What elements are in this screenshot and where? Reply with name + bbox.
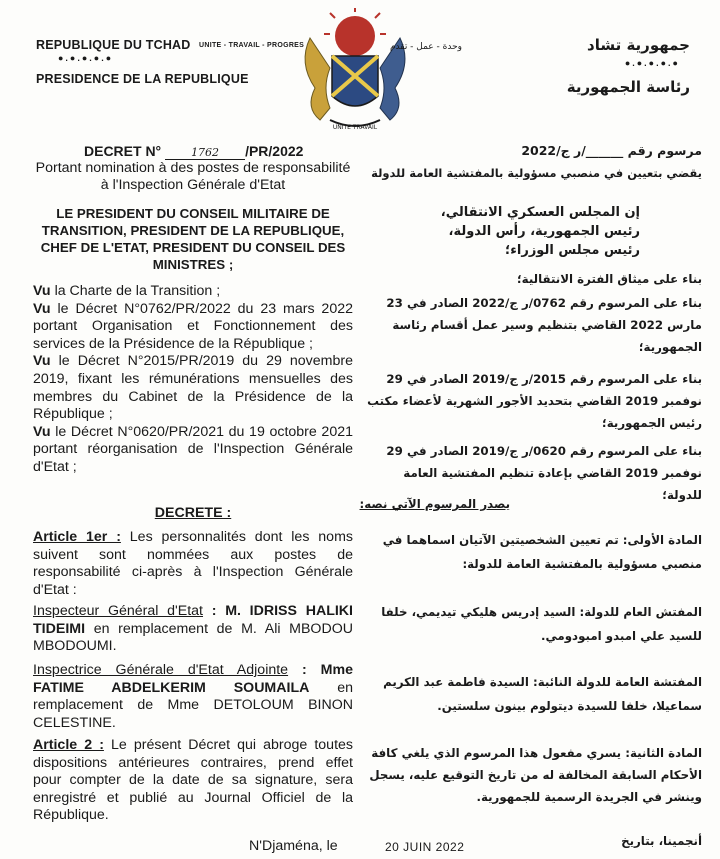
header-fr-motto: UNITE - TRAVAIL - PROGRES [199, 42, 305, 49]
header-ar-republic: جمهورية تشاد [587, 36, 690, 54]
visa-2: Vu le Décret N°0762/PR/2022 du 23 mars 2022 portant Organisation et Fonctionnement des services de la Présidence de la République ; [33, 300, 353, 352]
article-1-label: Article 1er : [33, 529, 121, 545]
article-1-ar: المادة الأولى: تم تعيين الشخصيتين الآتيان اسماهما في منصبي مسؤولية بالمفتشية العامة للدولة: [382, 533, 702, 571]
visa-1: Vu la Charte de la Transition ; [33, 283, 221, 299]
decree-subject-ar: يقضي بتعيين في منصبي مسؤولية بالمفتشية العامة للدولة [371, 166, 702, 180]
decree-title-ar: مرسوم رقم ______/ر ج/2022 [521, 143, 702, 158]
visas-fr [33, 283, 353, 477]
decrete-ar: يصدر المرسوم الآتي نصه: [359, 497, 510, 511]
post-1-name: : M. IDRISS HALIKI TIDEIMI [33, 603, 353, 637]
decree-number: 1762 [165, 146, 245, 160]
emblem-motto: UNITE TRAVAIL [332, 124, 378, 131]
article-2-text: Le présent Décret qui abroge toutes dispositions antérieures contraires, prend effet pour compter de la date de sa signature, sera enregistré et publié au Journal Officiel de la République. [33, 737, 354, 824]
post-1-ar: المفتش العام للدولة: السيد إدريس هليكي تيديمي، خلفا للسيد علي امبدو امبودومي. [381, 605, 702, 643]
visa-4: Vu le Décret N°0620/PR/2021 du 19 octobre 2021 portant réorganisation de l'Inspection Générale d'Etat ; [33, 423, 353, 475]
header-fr-presidency: PRESIDENCE DE LA REPUBLIQUE [36, 72, 249, 86]
post-2-text: en remplacement de Mme DETOLOUM BINON CELESTINE. [33, 679, 353, 731]
article-1-text: Les personnalités dont les noms suivent sont nommées aux postes de responsabilité ci-après à l'Inspection Générale d'Etat : [33, 529, 353, 598]
visa-3: Vu le Décret N°2015/PR/2019 du 29 novembre 2019, fixant les rémunérations mensuelles des membres du Cabinet de la Présidence de la République ; [33, 353, 353, 423]
header-ar-dots: ●.●.●.●.● [624, 58, 680, 68]
article-2-fr [33, 737, 353, 825]
post-2-name: : Mme FATIME ABDELKERIM SOUMAILA [33, 662, 353, 696]
visa-2-ar: بناء على المرسوم رقم 0762/ر ج/2022 الصادر في 23 مارس 2022 القاضي بتنظيم وسير عمل أقسام رئاسة الجمهورية؛ [386, 296, 702, 354]
decree-prefix: DECRET N° [84, 143, 162, 159]
post-2-label: Inspectrice Générale d'Etat Adjointe [33, 662, 289, 678]
post-1-fr [33, 603, 353, 656]
post-2-ar: المفتشة العامة للدولة النائبة: السيدة فاطمة عبد الكريم سماعيلا، خلفا للسيدة ديتولوم بينون سلستين. [383, 675, 702, 713]
article-2-label: Article 2 : [33, 737, 104, 753]
article-2-ar: المادة الثانية: يسري مفعول هذا المرسوم الذي يلغي كافة الأحكام السابقة المخالفة له من تاريخ التوقيع عليه، يسجل وينشر في الجريدة الرسمية للجمهورية. [369, 746, 702, 804]
post-1-label: Inspecteur Général d'Etat [33, 603, 204, 619]
visa-4-ar: بناء على المرسوم رقم 0620/ر ج/2019 الصادر في 29 نوفمبر 2019 القاضي بإعادة تنظيم المفتشية العامة للدولة؛ [386, 444, 702, 502]
signature-date: 20 JUIN 2022 [385, 840, 465, 854]
authority-fr: LE PRESIDENT DU CONSEIL MILITAIRE DE TRANSITION, PRESIDENT DE LA REPUBLIQUE, CHEF DE L'ETAT, PRESIDENT DU CONSEIL DES MINISTRES ; [40, 206, 346, 272]
header-ar-motto: وحدة - عمل - تقدم [389, 42, 462, 52]
place-fr: N'Djaména, le [249, 838, 338, 854]
coat-of-arms-emblem [290, 8, 420, 136]
header-fr-dots: ●.●.●.●.● [58, 53, 114, 63]
header-fr-republic: REPUBLIQUE DU TCHAD [36, 38, 191, 52]
place-ar: أنجمينا، بتاريخ [621, 834, 702, 848]
decrete-fr: DECRETE : [154, 505, 232, 521]
authority-ar: إن المجلس العسكري الانتقالي، رئيس الجمهورية، رأس الدولة، رئيس مجلس الوزراء؛ [440, 205, 640, 258]
post-2-fr [33, 662, 353, 732]
header-ar-presidency: رئاسة الجمهورية [566, 78, 690, 96]
decree-suffix: /PR/2022 [245, 143, 304, 159]
decree-title-fr [84, 143, 303, 160]
article-1-fr [33, 529, 353, 599]
decree-subject-fr: Portant nomination à des postes de responsabilité à l'Inspection Générale d'Etat [35, 160, 351, 193]
visa-3-ar: بناء على المرسوم رقم 2015/ر ج/2019 الصادر في 29 نوفمبر 2019 القاضي بتحديد الأجور الشهرية لأعضاء مكتب رئيس الجمهورية؛ [367, 372, 702, 430]
visa-1-ar: بناء على ميثاق الفترة الانتقالية؛ [516, 272, 702, 286]
post-1-text: en remplacement de M. Ali MBODOU MBODOUMI. [33, 620, 353, 655]
